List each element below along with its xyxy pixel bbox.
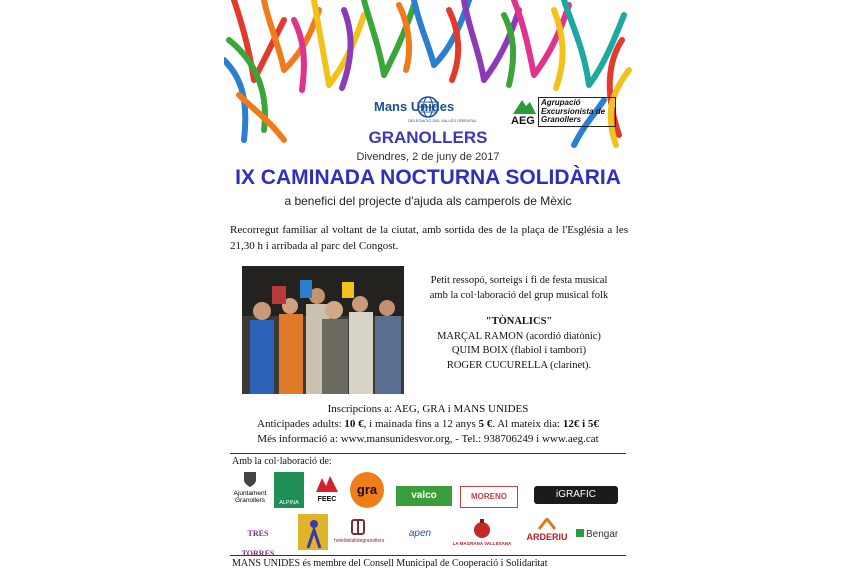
aeg-logo <box>510 94 614 128</box>
collaboration-title: Amb la col·laboració de: <box>232 456 332 467</box>
mans-unides-logo <box>374 94 494 128</box>
arderiu-a-icon <box>537 518 557 530</box>
aeg-name: Agrupació Excursionista de Granollers <box>538 97 616 127</box>
event-date: Divendres, 2 de juny de 2017 <box>356 151 500 163</box>
program-block <box>406 274 632 373</box>
footer-note: MANS UNIDES és membre del Consell Municipal de Cooperació i Solidaritat <box>232 558 548 568</box>
logo-tres-torres: TRES TORRES <box>241 529 275 558</box>
aeg-mountain-icon <box>510 96 538 126</box>
feec-mountain-icon <box>314 474 340 494</box>
logo-bengar: Bengar <box>576 526 628 544</box>
logo-feec: FEEC <box>312 474 342 508</box>
more-info-line: Més informació a: www.mansunidesvor.org, - Tel.: 938706249 i www.aeg.cat <box>257 433 599 445</box>
event-subtitle: a benefici del projecte d'ajuda als camperols de Mèxic <box>284 194 572 208</box>
hotel-icon <box>350 518 366 536</box>
figure-icon <box>298 514 328 550</box>
logo-valco: valco <box>396 486 452 506</box>
prices-line <box>224 417 632 432</box>
logo-gra: gra <box>350 472 384 508</box>
coat-of-arms-icon <box>242 470 258 488</box>
logo-hotel: hoteldelaltdegranollers <box>334 518 382 550</box>
mans-unides-name: Mans Unides <box>374 99 455 114</box>
logo-arderiu: ARDERIU <box>522 518 572 550</box>
logo-ajuntament: Ajuntament Granollers <box>232 470 268 508</box>
pomegranate-icon <box>472 518 492 540</box>
logo-moreno: MORENO <box>460 486 518 508</box>
prices-prefix: Anticipades adults: <box>257 418 345 430</box>
logo-apen: apen <box>408 528 432 539</box>
poster <box>224 0 632 568</box>
prices-mid: , i mainada fins a 12 anys <box>363 418 479 430</box>
program-line-2: amb la col·laboració del grup musical folk <box>429 289 609 301</box>
divider-bottom <box>230 555 626 556</box>
event-title: IX CAMINADA NOCTURNA SOLIDÀRIA <box>235 166 621 189</box>
bengar-square-icon <box>576 529 584 537</box>
logo-igrafic: iGRAFIC <box>534 486 618 504</box>
walkers-photo <box>242 266 404 394</box>
mans-unides-subtitle: DELEGACIÓ DEL VALLÈS ORIENTAL <box>408 118 477 123</box>
globe-icon <box>416 95 440 119</box>
price-day: 12€ i 5€ <box>562 418 599 430</box>
prices-mid2: . Al mateix dia: <box>492 418 563 430</box>
logo-alpina: ALPINA <box>274 472 304 508</box>
intro-paragraph: Recorregut familiar al voltant de la ciutat, amb sortida des de la plaça de l'Església a les 21,30 h i arribada al parc del Congost. <box>230 224 628 252</box>
program-line-1: Petit ressopó, sorteigs i fi de festa musical <box>430 275 608 286</box>
info-block <box>224 402 632 447</box>
aeg-mark-text: AEG <box>511 115 535 126</box>
price-adult: 10 € <box>344 418 364 430</box>
price-child: 5 € <box>478 418 493 430</box>
musician-3: ROGER CUCURELLA (clarinet). <box>446 359 592 371</box>
divider-top <box>230 453 626 454</box>
band-name: "TÒNALICS" <box>485 316 553 327</box>
logo-yellow-figure <box>298 514 328 550</box>
inscriptions-line: Inscripcions a: AEG, GRA i MANS UNIDES <box>327 403 529 415</box>
logo-la-magrana: LA MAGRANA VALLESANA <box>452 518 512 552</box>
musician-1: MARÇAL RAMON (acordió diatònic) <box>437 330 601 342</box>
city-heading: GRANOLLERS <box>368 128 488 147</box>
musician-2: QUIM BOIX (flabiol i tambori) <box>451 345 587 356</box>
